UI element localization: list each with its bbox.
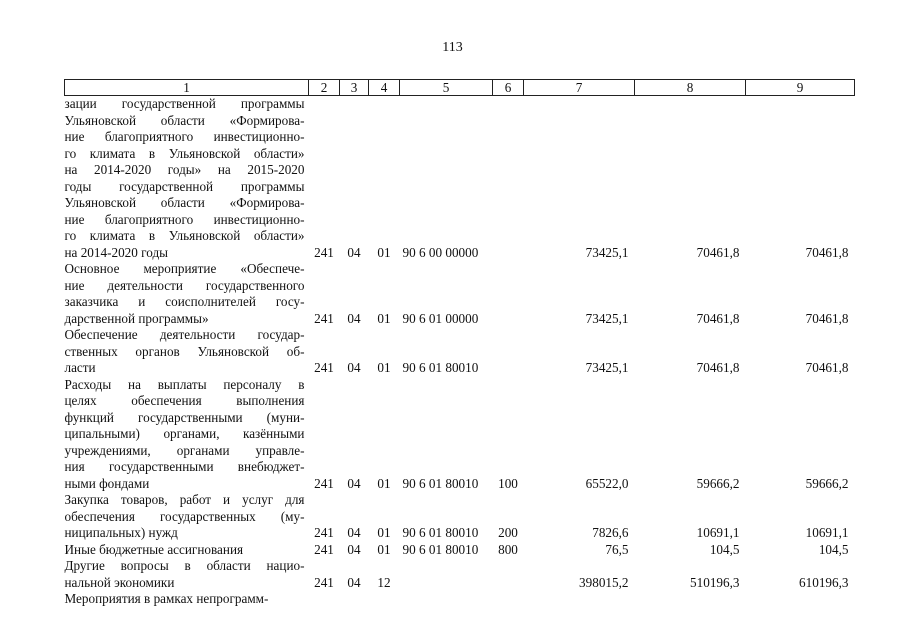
- amount-col9: 10691,1: [805, 525, 849, 540]
- description-line: го климата в Ульяновской области»: [64, 228, 305, 243]
- description-line: ственных органов Ульяновской об-: [64, 343, 305, 359]
- code-subchapter: 01: [377, 244, 391, 260]
- amount-col8: [635, 591, 746, 608]
- row-description: [65, 591, 309, 608]
- code-chapter: 04: [347, 244, 361, 260]
- description-line: зации государственной программы: [64, 96, 305, 111]
- table-row: [65, 558, 855, 591]
- code-subchapter: 01: [377, 360, 391, 375]
- expense-type: [493, 96, 524, 262]
- code-subchapter: 01: [377, 525, 391, 540]
- target-article: [400, 591, 493, 608]
- budget-table: [64, 79, 855, 608]
- table-row: [65, 377, 855, 493]
- expense-type: [493, 558, 524, 591]
- description-line: ными фондами: [64, 475, 150, 491]
- code-section: 241: [314, 360, 334, 375]
- amount-col7: 398015,2: [579, 574, 629, 590]
- amount-col8: 59666,2: [696, 475, 740, 491]
- code-chapter: [340, 591, 369, 608]
- target-article: [400, 558, 493, 591]
- code-section: 241: [314, 244, 334, 260]
- code-chapter: 04: [347, 541, 361, 557]
- column-header: 8: [635, 80, 746, 96]
- page-number: 113: [442, 40, 463, 55]
- row-description: [65, 542, 309, 559]
- amount-col9: 59666,2: [805, 475, 849, 491]
- description-line: функций государственными (муни-: [64, 409, 305, 425]
- description-line: Ульяновской области «Формирова-: [64, 195, 305, 210]
- description-line: ципальными) органами, казёнными: [64, 426, 305, 441]
- row-description: [65, 558, 309, 591]
- amount-col7: 73425,1: [585, 360, 629, 375]
- column-header: 5: [400, 80, 493, 96]
- code-chapter: 04: [347, 525, 361, 540]
- code-section: 241: [314, 525, 334, 540]
- description-line: на 2014-2020 годы: [64, 244, 169, 260]
- description-line: заказчика и соисполнителей госу-: [64, 294, 305, 309]
- code-subchapter: 12: [377, 574, 391, 590]
- row-description: [65, 377, 309, 493]
- amount-col9: 104,5: [818, 541, 849, 557]
- code-chapter: 04: [347, 475, 361, 491]
- expense-type: 100: [498, 475, 518, 491]
- description-line: нальной экономики: [64, 574, 175, 590]
- description-line: Мероприятия в рамках непрограмм-: [64, 591, 269, 606]
- expense-type: 800: [498, 541, 518, 557]
- code-section: [309, 591, 340, 608]
- amount-col8: 70461,8: [696, 244, 740, 260]
- description-line: Другие вопросы в области нацио-: [64, 558, 305, 573]
- target-article: 90 6 01 80010: [402, 475, 479, 491]
- column-header: 3: [340, 80, 369, 96]
- expense-type: [493, 327, 524, 377]
- amount-col9: 70461,8: [805, 244, 849, 260]
- amount-col7: 73425,1: [585, 244, 629, 260]
- code-chapter: 04: [347, 360, 361, 375]
- amount-col9: 610196,3: [799, 574, 849, 590]
- code-subchapter: 01: [377, 475, 391, 491]
- description-line: Основное мероприятие «Обеспече-: [64, 261, 305, 276]
- row-description: [65, 96, 309, 262]
- code-chapter: 04: [347, 574, 361, 590]
- table-row: [65, 96, 855, 262]
- column-header: 4: [369, 80, 400, 96]
- amount-col9: [746, 591, 855, 608]
- description-line: ния государственными внебюджет-: [64, 459, 305, 474]
- target-article: 90 6 01 80010: [402, 360, 479, 375]
- code-section: 241: [314, 541, 334, 557]
- column-header: 1: [65, 80, 309, 96]
- row-description: [65, 327, 309, 377]
- code-subchapter: 01: [377, 310, 391, 326]
- expense-type: 200: [498, 525, 518, 540]
- expense-type: [493, 261, 524, 327]
- table-row: [65, 261, 855, 327]
- description-line: годы государственной программы: [64, 178, 305, 194]
- target-article: 90 6 00 00000: [402, 244, 479, 260]
- amount-col7: 65522,0: [585, 475, 629, 491]
- amount-col8: 510196,3: [690, 574, 740, 590]
- table-row: [65, 542, 855, 559]
- description-line: Обеспечение деятельности государ-: [64, 327, 305, 342]
- description-line: ниципальных) нужд: [64, 525, 178, 540]
- amount-col9: 70461,8: [805, 310, 849, 326]
- table-header-row: [65, 80, 855, 96]
- description-line: го климата в Ульяновской области»: [64, 145, 305, 161]
- column-header: 9: [746, 80, 855, 96]
- amount-col8: 70461,8: [696, 360, 740, 375]
- description-line: дарственной программы»: [64, 310, 209, 326]
- row-description: [65, 261, 309, 327]
- target-article: 90 6 01 80010: [402, 541, 479, 557]
- code-chapter: 04: [347, 310, 361, 326]
- description-line: целях обеспечения выполнения: [64, 393, 305, 408]
- table-row: [65, 591, 855, 608]
- amount-col8: 104,5: [709, 541, 740, 557]
- table-row: [65, 492, 855, 542]
- target-article: 90 6 01 00000: [402, 310, 479, 326]
- amount-col7: [524, 591, 635, 608]
- code-section: 241: [314, 310, 334, 326]
- description-line: Расходы на выплаты персоналу в: [64, 376, 305, 392]
- table-row: [65, 327, 855, 377]
- description-line: Ульяновской области «Формирова-: [64, 112, 305, 128]
- description-line: Иные бюджетные ассигнования: [64, 541, 244, 557]
- target-article: 90 6 01 80010: [402, 525, 479, 540]
- description-line: обеспечения государственных (му-: [64, 508, 305, 524]
- amount-col7: 7826,6: [592, 525, 629, 540]
- description-line: ние деятельности государственного: [64, 277, 305, 293]
- description-line: на 2014-2020 годы» на 2015-2020: [64, 162, 305, 177]
- row-description: [65, 492, 309, 542]
- amount-col7: 73425,1: [585, 310, 629, 326]
- description-line: Закупка товаров, работ и услуг для: [64, 492, 305, 507]
- amount-col8: 10691,1: [696, 525, 740, 540]
- description-line: ласти: [64, 360, 96, 375]
- code-subchapter: [369, 591, 400, 608]
- description-line: ние благоприятного инвестиционно-: [64, 211, 305, 227]
- expense-type: [493, 591, 524, 608]
- amount-col9: 70461,8: [805, 360, 849, 375]
- column-header: 6: [493, 80, 524, 96]
- code-section: 241: [314, 475, 334, 491]
- description-line: учреждениями, органами управле-: [64, 442, 305, 458]
- column-header: 7: [524, 80, 635, 96]
- table-body: [65, 96, 855, 608]
- amount-col8: 70461,8: [696, 310, 740, 326]
- code-subchapter: 01: [377, 541, 391, 557]
- amount-col7: 76,5: [605, 541, 629, 557]
- code-section: 241: [314, 574, 334, 590]
- column-header: 2: [309, 80, 340, 96]
- description-line: ние благоприятного инвестиционно-: [64, 129, 305, 144]
